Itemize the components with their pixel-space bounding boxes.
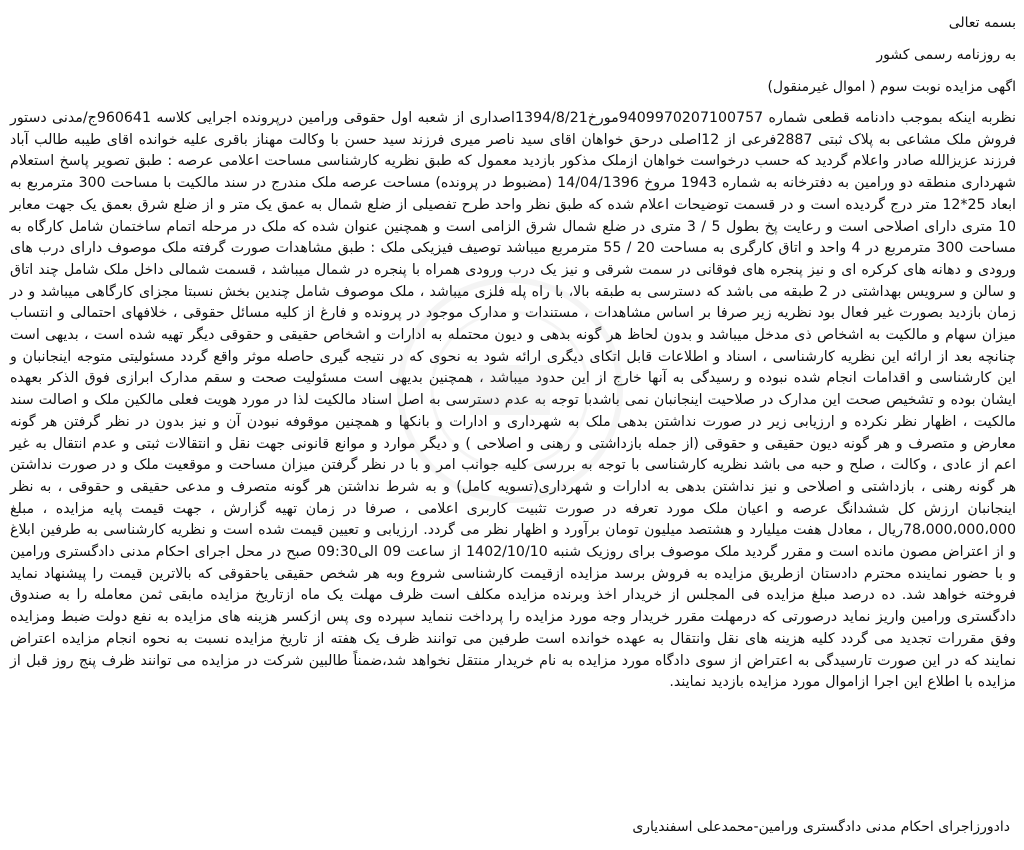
newspaper-line: به روزنامه رسمی کشور (876, 47, 1016, 63)
notice-body: نظربه اینکه بموجب دادنامه قطعی شماره 9409970207100757مورخ1394/8/21اصداری از شعبه اول حقوقی ورامین درپرونده اجرایی کلاسه 960641ج/مدنی دستور فروش ملک مشاعی به پلاک ثبتی 2887فرعی از 12اصلی درحق خواهان اقای سید ناصر میری فرزند سید حسن با وکالت مهناز باقری علیه خوانده اقای طیبه طالب آباد فرزند عزیزالله صادر واعلام گردید که حسب درخواست خواهان ازملک مذکور بازدید معمول که طبق نظریه کارشناسی مساحت اعلامی عرصه : طبق تصویر پاسخ استعلام شهرداری منطقه دو ورامین به دفترخانه به شماره 1943 مروخ 14/04/1396 (مضبوط در پرونده) مساحت عرصه ملک مندرج در سند مالکیت با مساحت 300 مترمربع به ابعاد 25*12 متر درج گردیده است و در قسمت توضیحات اعلام شده که طبق نظر واحد طرح تفصیلی از ضلع شمال به عمق یک متر و از ضلع شرق بعمق یک جهت معابر 10 متری دارای اصلاحی است و رعایت پخ بطول 5 / 3 متری در ضلع شمال شرق الزامی است و همچنین عنوان شده که ملک در مرحله اتمام ساختمان شامل کارگاه به مساحت 300 مترمربع در 4 واحد و اتاق کارگری به مساحت 20 / 55 مترمربع میباشد توصیف فیزیکی ملک : طبق مشاهدات صورت گرفته ملک موصوف دارای درب های ورودی و دهانه های کرکره ای و نیز پنجره های فوقانی در سمت شرقی و نیز یک درب ورودی همراه با پنجره در شمال میباشد ، قسمت شمالی داخل ملک شامل چند اتاق و سالن و سرویس بهداشتی در 2 طبقه می باشد که دسترسی به طبقه بالا، با راه پله فلزی میباشد ، ملک موصوف شامل چندین بخش نسبتا مجزای کارگاهی میباشد و در زمان بازدید بصورت غیر فعال بود نظریه زیر صرفا بر اساس مشاهدات ، مستندات و مدارک موجود در پرونده و فارغ از کلیه مسائل حقوقی ، خلافهای احتمالی و انتساب میزان سهام و مالکیت به اشخاص ذی مدخل میباشد و بدون لحاظ هر گونه بدهی و دیون محتمله به ادارات و اشخاص حقیقی و حقوقی دیگر تهیه شده است ، بدیهی است چنانچه بعد از ارائه این نظریه کارشناسی ، اسناد و اطلاعات قابل اتکای دیگری ارائه شود به نحوی که در نتیجه گیری حاصله موثر واقع گردد مسئولیتی متوجه اینجانبان و این کارشناسی و اقدامات انجام شده نبوده و رسیدگی به آنها خارج از این حدود میباشد ، همچنین بدیهی است مسئولیت صحت و سقم مدارک ابرازی فوق الذکر بعهده ایشان بوده و تشخیص صحت این مدارک در صلاحیت اینجانبان نمی باشدبا توجه به عدم دسترسی به اصل اسناد مالکیت لذا در مورد هویت فعلی مالکین ملک و اصالت سند مالکیت ، اظهار نظر نکرده و ارزیابی زیر در صورت نداشتن بدهی ملک به شهرداری و ادارات و بانکها و همچنین موقوفه نبودن آن و نیز بدون در نظر گرفتن هر گونه معارض و متصرف و هر گونه دیون حقیقی و حقوقی (از جمله بازداشتی و رهنی و اصلاحی ) و دیگر موارد و موانع قانونی جهت نقل و انتقالات ثبتی و عدم انتقال به غیر اعم از عادی ، وکالت ، صلح و حبه می باشد نظریه کارشناسی با توجه به بررسی کلیه جوانب امر و با در نظر گرفتن میزان مساحت و موقعیت ملک و در صورت نداشتن هر گونه رهنی ، بازداشتی و اصلاحی و نیز نداشتن بدهی به ادارات و شهرداری(تسویه کامل) و به شرط نداشتن هر گونه متصرف و مدعی حقیقی و حقوقی ، به نظر اینجانبان ارزش کل ششدانگ عرصه و اعیان ملک مورد تعرفه در صورت تثبیت کاربری اعلامی ، صرفا در زمان تهیه گزارش ، جهت قیمت پایه مزایده ، مبلغ 78،000،000،000ریال ، معادل هفت میلیارد و هشتصد میلیون تومان برآورد و اظهار نظر می گردد. ارزیابی و تعیین قیمت شده است و نظریه کارشناسی به طرفین ابلاغ و از اعتراض مصون مانده است و مقرر گردید ملک موصوف برای روزیک شنبه 1402/10/10 از ساعت 09 الی09:30 صبح در محل اجرای احکام مدنی دادگستری ورامین و با حضور نماینده محترم دادستان ازطریق مزایده به فروش برسد مزایده ازقیمت کارشناسی شروع وبه هر شخص حقیقی یاحقوقی که بالاترین قیمت را پیشنهاد نماید فروخته خواهد شد. ده درصد مبلغ مزایده فی المجلس از خریدار اخذ وبرنده مزایده مکلف است ظرف مهلت یک ماه ازتاریخ مزایده مابقی ثمن معامله را به صندوق دادگستری ورامین واریز نماید درصورتی که درمهلت مقرر خریدار وجه مورد مزایده را پرداخت ننماید سپرده وی پس ازکسر هزینه های مزایده به نفع دولت ضبط ومزایده وفق مقررات تجدید می گردد کلیه هزینه های نقل وانتقال به عهده خوانده است طرفین می توانند ظرف یک هفته از تاریخ مزایده نسبت به نحوه انجام مزایده اعتراض نمایند که در این صورت تارسیدگی به اعتراض از سوی دادگاه مورد مزایده به نام خریدار منتقل نخواهد شد،ضمناً طالبین شرکت در مزایده می توانند ظرف پنج روز قبل از مزایده با اطلاع این اجرا ازاموال مورد مزایده بازدید نمایند. (10, 110, 1017, 691)
notice-title: اگهی مزایده نوبت سوم ( اموال غیرمنقول) (767, 79, 1016, 95)
bismillah-heading: بسمه تعالی (948, 15, 1016, 31)
signature-line: دادورزاجرای احکام مدنی دادگستری ورامین-محمدعلی اسفندیاری (632, 819, 1010, 835)
